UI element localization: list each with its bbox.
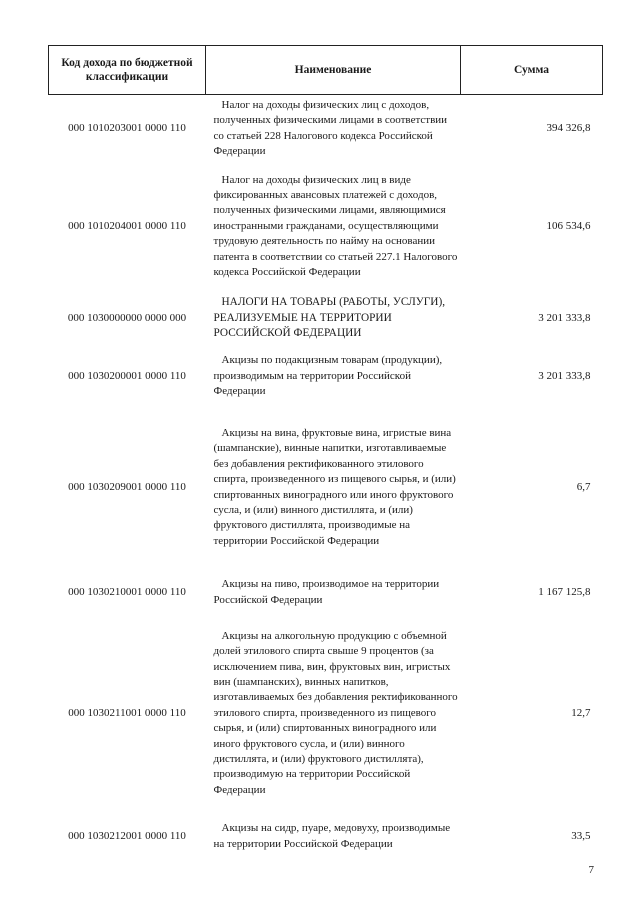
page-number: 7	[588, 864, 594, 876]
table-row	[49, 407, 603, 569]
table-row	[49, 291, 603, 347]
row-name: Акцизы на вина, фруктовые вина, игристые вина (шампанские), винные напитки, изготавливаемые без добавления ректификованного этилового спирта, произведенного из пищевого сырья, и (или) спиртованных виноградного или иного фруктового сусла, и (или) винного дистиллята, и (или) фруктового дистиллята, производимые на территории Российской Федерации	[213, 426, 456, 547]
table-row	[49, 617, 603, 811]
budget-revenue-table	[48, 45, 603, 863]
row-code: 000 1030209001 0000 110	[68, 480, 186, 493]
row-amount: 106 534,6	[546, 219, 591, 232]
header-amount: Сумма	[461, 46, 603, 95]
row-code: 000 1030212001 0000 110	[68, 829, 186, 842]
header-code: Код дохода по бюджетной классификации	[49, 46, 206, 95]
header-name: Наименование	[206, 46, 461, 95]
row-name: Налог на доходы физических лиц с доходов, полученных физическими лицами в соответствии со статьей 228 Налогового кодекса Российской Федерации	[213, 98, 448, 158]
row-name: Акцизы на алкогольную продукцию с объемной долей этилового спирта свыше 9 процентов (за исключением пива, вин, фруктовых вин, игристых вин (шампанских), винных напитков, изготавливаемых без добавления ректификованного этилового спирта, произведенного из пищевого сырья, и (или) спиртованных виноградного или иного фруктового сусла, и (или) винного дистиллята, и (или) фруктового дистиллята), производимую на территории Российской Федерации	[213, 629, 458, 796]
row-code: 000 1030211001 0000 110	[68, 706, 186, 719]
table-row	[49, 347, 603, 407]
row-name: Акцизы на пиво, производимое на территории Российской Федерации	[213, 578, 440, 606]
row-name: НАЛОГИ НА ТОВАРЫ (РАБОТЫ, УСЛУГИ), РЕАЛИЗУЕМЫЕ НА ТЕРРИТОРИИ РОССИЙСКОЙ ФЕДЕРАЦИИ	[213, 296, 446, 340]
table-row	[49, 569, 603, 617]
row-code: 000 1030210001 0000 110	[68, 585, 186, 598]
row-amount: 3 201 333,8	[538, 369, 591, 382]
row-amount: 1 167 125,8	[538, 585, 591, 598]
row-name: Налог на доходы физических лиц в виде фиксированных авансовых платежей с доходов, полученных физическими лицами, являющимися иностранными гражданами, осуществляющими трудовую деятельность по найму на основании патента в соответствии со статьей 227.1 Налогового кодекса Российской Федерации	[213, 173, 458, 279]
row-name: Акцизы на сидр, пуаре, медовуху, производимые на территории Российской Федерации	[213, 822, 451, 850]
table-row	[49, 163, 603, 291]
row-amount: 33,5	[571, 829, 591, 842]
row-name: Акцизы по подакцизным товарам (продукции), производимым на территории Российской Федерации	[213, 354, 443, 398]
table-row	[49, 811, 603, 863]
row-amount: 6,7	[576, 480, 591, 493]
row-code: 000 1030000000 0000 000	[67, 311, 187, 324]
row-amount: 12,7	[571, 706, 591, 719]
row-amount: 394 326,8	[546, 122, 591, 135]
row-amount: 3 201 333,8	[538, 311, 591, 324]
row-code: 000 1010204001 0000 110	[68, 219, 186, 232]
table-row	[49, 95, 603, 163]
table-header-row	[49, 46, 603, 95]
row-code: 000 1030200001 0000 110	[68, 369, 186, 382]
row-code: 000 1010203001 0000 110	[68, 122, 186, 135]
